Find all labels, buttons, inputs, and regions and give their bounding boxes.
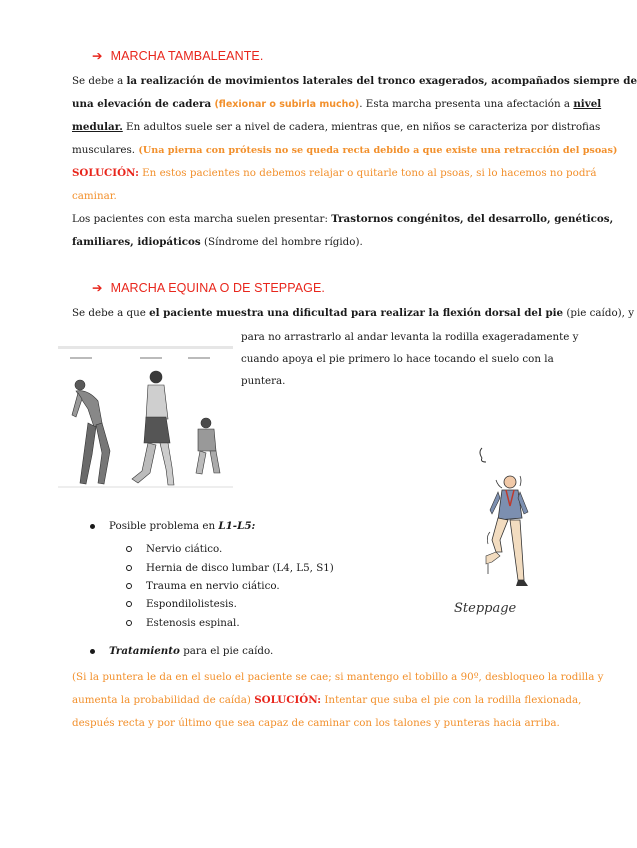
- paragraph-line: [72, 307, 634, 319]
- sub-list-item: [126, 617, 240, 629]
- sub-list-item: [126, 598, 237, 610]
- circle-bullet: [126, 565, 132, 571]
- paragraph-line: [72, 144, 617, 156]
- orange-text: Intentar que suba el pie con la rodilla flexionada,: [321, 694, 582, 706]
- paragraph-line: [72, 717, 560, 729]
- paragraph-line: [72, 121, 600, 133]
- bold-text: Trastornos congénitos, del desarrollo, genéticos,: [331, 213, 614, 225]
- paragraph-line: [72, 694, 581, 706]
- orange-text: después recta y por último que sea capaz de caminar con los talones y punteras hacia arriba.: [72, 717, 560, 729]
- underlined-bold: nivel: [573, 98, 602, 110]
- text: (Síndrome del hombre rígido).: [200, 236, 363, 248]
- circle-bullet: [126, 546, 132, 552]
- text: Los pacientes con esta marcha suelen presentar:: [72, 213, 332, 225]
- bold-italic-text: L1-L5:: [218, 520, 256, 532]
- bold-text: el paciente muestra una dificultad para realizar la flexión dorsal del pie: [149, 307, 564, 319]
- arrow-icon: ➔: [92, 49, 103, 63]
- paragraph-line: [72, 75, 637, 87]
- circle-bullet: [126, 620, 132, 626]
- sub-list-item: [126, 543, 222, 555]
- bold-italic-text: Tratamiento: [109, 645, 180, 657]
- bold-text: familiares, idiopáticos: [72, 236, 201, 248]
- section-heading-tambaleante: [92, 48, 263, 63]
- orange-note: (flexionar o subirla mucho): [211, 99, 360, 110]
- text: musculares.: [72, 144, 139, 156]
- text: Se debe a que: [72, 307, 150, 319]
- text: cuando apoya el pie primero lo hace tocando el suelo con la: [241, 353, 554, 365]
- underlined-bold: medular.: [72, 121, 123, 133]
- orange-text: En estos pacientes no debemos relajar o quitarle tono al psoas, si lo hacemos no podrá: [138, 167, 597, 179]
- sub-list-item: [126, 580, 280, 592]
- paragraph-line: [72, 236, 363, 248]
- paragraph-line: [72, 213, 613, 225]
- steppage-sketch: [452, 440, 532, 632]
- paragraph-line: [72, 167, 596, 179]
- orange-text: (Si la puntera le da en el suelo el paciente se cae; si mantengo el tobillo a 90º, desbloqueo la rodilla y: [72, 671, 604, 683]
- paragraph-line: [241, 331, 578, 343]
- paragraph-line: [72, 98, 601, 110]
- paragraph-line: [241, 353, 554, 365]
- orange-text: caminar.: [72, 190, 117, 202]
- steppage-caption: Steppage: [454, 601, 517, 616]
- text: Hernia de disco lumbar (L4, L5, S1): [146, 562, 334, 574]
- text: Posible problema en: [109, 520, 219, 532]
- section-heading-steppage: [92, 280, 325, 295]
- arrow-icon: ➔: [92, 281, 103, 295]
- text: para no arrastrarlo al andar levanta la rodilla exageradamente y: [241, 331, 579, 343]
- paragraph-line: [72, 190, 117, 202]
- circle-bullet: [126, 601, 132, 607]
- paragraph-line: [72, 671, 603, 683]
- text: Espondilolistesis.: [146, 598, 237, 610]
- sub-list-item: [126, 562, 334, 574]
- text: (pie caído), y: [563, 307, 635, 319]
- bullet-dot: [90, 649, 95, 654]
- text: Estenosis espinal.: [146, 617, 240, 629]
- orange-note: (Una pierna con prótesis no se queda recta debido a que existe una retracción del psoas): [138, 145, 618, 156]
- text: para el pie caído.: [179, 645, 274, 657]
- solution-label: SOLUCIÓN:: [254, 694, 322, 706]
- bullet-item: [90, 645, 273, 657]
- text: Trauma en nervio ciático.: [146, 580, 280, 592]
- heading-text: MARCHA EQUINA O DE STEPPAGE.: [110, 281, 325, 295]
- text: En adultos suele ser a nivel de cadera, mientras que, en niños se caracteriza por distrofias: [122, 121, 601, 133]
- bold-text: la realización de movimientos laterales del tronco exagerados, acompañados siempre de: [126, 75, 637, 87]
- solution-label: SOLUCIÓN:: [72, 167, 139, 179]
- gait-illustration: [58, 343, 233, 493]
- text: Nervio ciático.: [146, 543, 223, 555]
- heading-text: MARCHA TAMBALEANTE.: [110, 49, 264, 63]
- circle-bullet: [126, 583, 132, 589]
- orange-text: aumenta la probabilidad de caída): [72, 694, 255, 706]
- bold-text: una elevación de cadera: [72, 98, 212, 110]
- paragraph-line: [241, 375, 285, 387]
- text: Se debe a: [72, 75, 127, 87]
- bullet-dot: [90, 524, 95, 529]
- text: puntera.: [241, 375, 286, 387]
- bullet-item: [90, 520, 255, 532]
- text: . Esta marcha presenta una afectación a: [359, 98, 574, 110]
